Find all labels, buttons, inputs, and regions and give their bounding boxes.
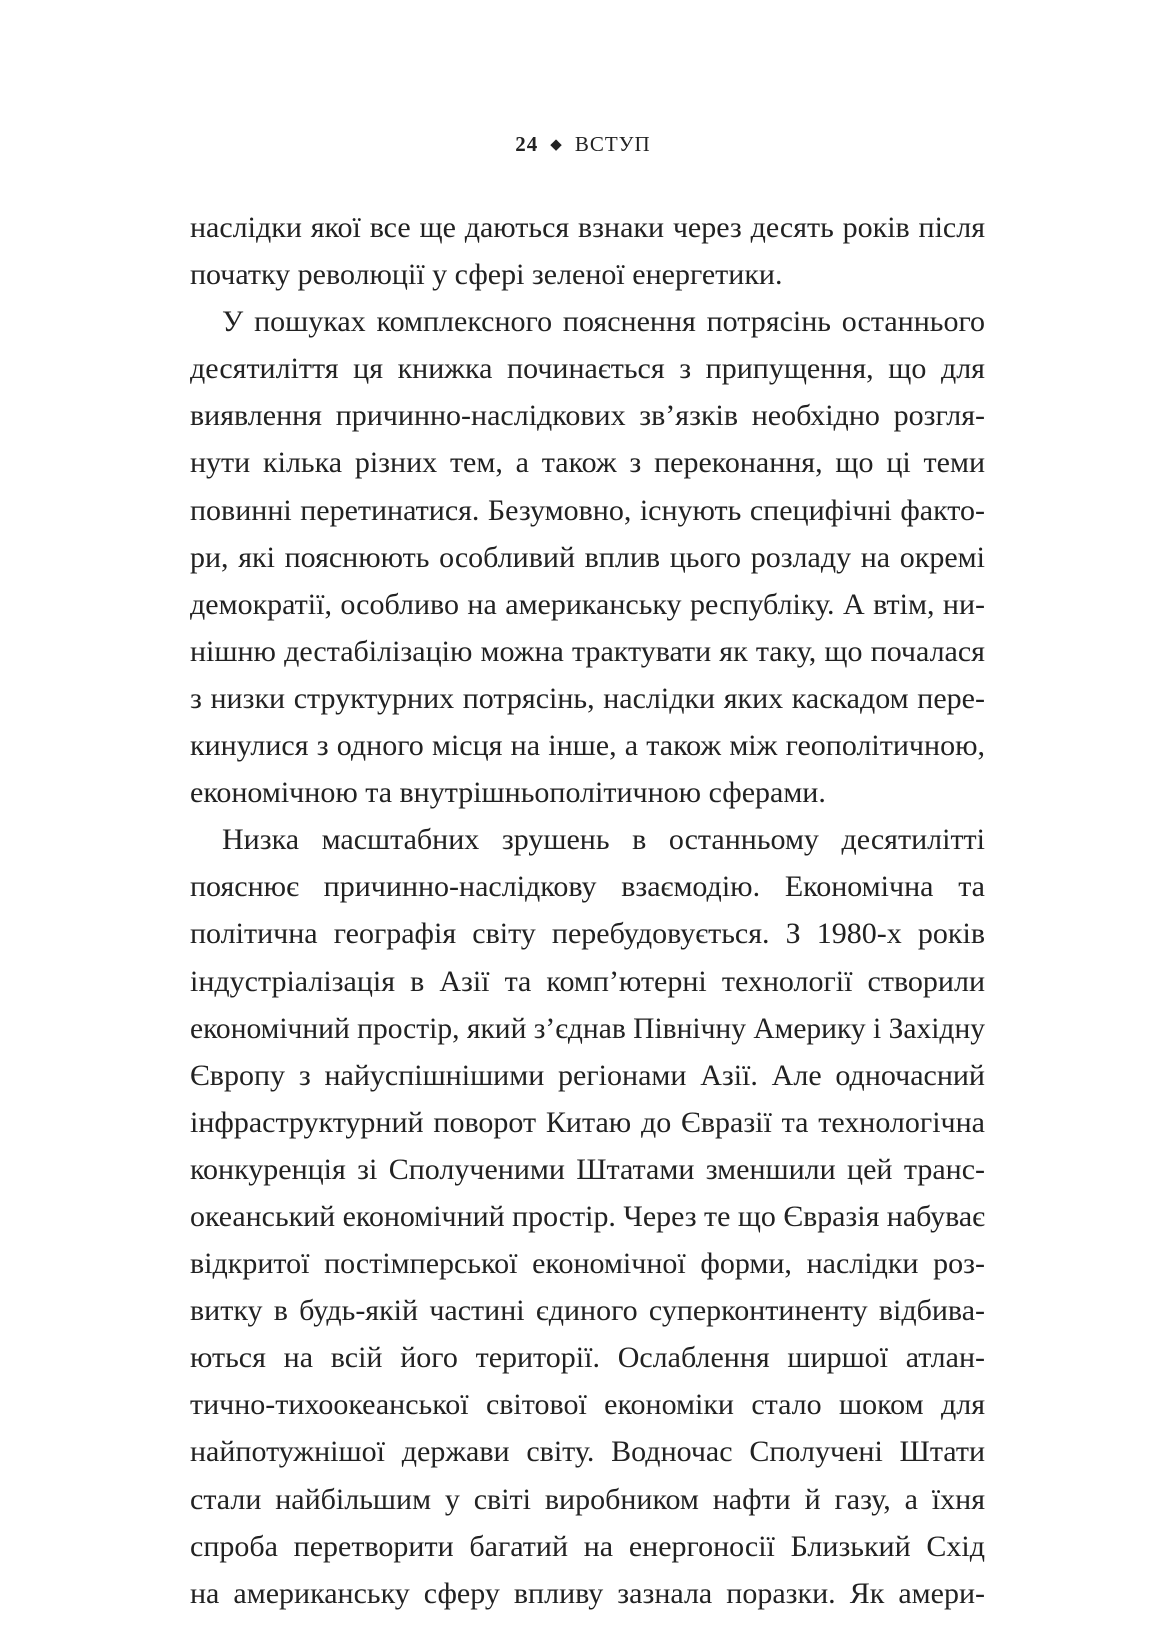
text-line bbox=[190, 1005, 985, 1052]
text-line bbox=[190, 439, 985, 486]
text-line-content: найпотужнішої держави світу. Водночас Сполучені Штати bbox=[190, 1435, 985, 1469]
text-line bbox=[190, 392, 985, 439]
text-line bbox=[190, 251, 985, 298]
text-line bbox=[190, 345, 985, 392]
text-line bbox=[190, 910, 985, 957]
text-line-content: виявлення причинно-наслідкових зв’язків необхідно розгля- bbox=[190, 399, 985, 433]
text-line-content: У пошуках комплексного пояснення потрясінь останнього bbox=[222, 305, 985, 339]
text-line-content: демократії, особливо на американську республіку. А втім, ни- bbox=[190, 587, 985, 621]
text-line-content: індустріалізація в Азії та комп’ютерні технології створили bbox=[190, 964, 985, 998]
text-line-content: наслідки якої все ще даються взнаки через десять років після bbox=[190, 211, 985, 244]
text-line-content: конкуренція зі Сполученими Штатами зменшили цей транс- bbox=[190, 1152, 985, 1186]
text-line bbox=[190, 487, 985, 534]
text-line bbox=[190, 1476, 985, 1523]
text-line-content: відкритої постімперської економічної форми, наслідки роз- bbox=[190, 1247, 985, 1281]
text-line-content: повинні перетинатися. Безумовно, існують специфічні факто- bbox=[190, 493, 985, 527]
text-line bbox=[190, 958, 985, 1005]
text-line-content: пояснює причинно-наслідкову взаємодію. Економічна та bbox=[190, 870, 985, 904]
text-line bbox=[190, 816, 985, 863]
text-line bbox=[190, 1099, 985, 1146]
text-line-content: економічний простір, який з’єднав Північну Америку і Західну bbox=[190, 1011, 985, 1045]
text-line-content: інфраструктурний поворот Китаю до Євразії та технологічна bbox=[190, 1105, 985, 1139]
diamond-separator-icon: ◆ bbox=[550, 137, 563, 153]
text-line-content: спроба перетворити багатий на енергоносії Близький Схід bbox=[190, 1529, 985, 1563]
text-line-content: економічною та внутрішньополітичною сферами. bbox=[190, 776, 826, 810]
text-line bbox=[190, 1052, 985, 1099]
text-line-content: нути кілька різних тем, а також з переконання, що ці теми bbox=[190, 446, 985, 480]
text-line-content: Європу з найуспішнішими регіонами Азії. Але одночасний bbox=[190, 1058, 985, 1092]
text-line-content: витку в будь-якій частині єдиного суперконтиненту відбива- bbox=[190, 1294, 985, 1328]
text-line-content: з низки структурних потрясінь, наслідки яких каскадом пере- bbox=[190, 681, 985, 715]
text-line-content: Низка масштабних зрушень в останньому десятилітті bbox=[222, 823, 985, 857]
text-line-content: десятиліття ця книжка починається з припущення, що для bbox=[190, 352, 985, 386]
text-line bbox=[190, 581, 985, 628]
body-text bbox=[190, 204, 985, 1617]
section-title: ВСТУП bbox=[574, 132, 651, 156]
text-line-content: ри, які пояснюють особливий вплив цього розладу на окремі bbox=[190, 540, 985, 574]
running-header bbox=[0, 132, 1166, 157]
text-line-content: кинулися з одного місця на інше, а також між геополітичною, bbox=[190, 729, 985, 763]
text-line bbox=[190, 1287, 985, 1334]
text-line bbox=[190, 1523, 985, 1570]
text-line bbox=[190, 675, 985, 722]
text-line bbox=[190, 534, 985, 581]
text-line bbox=[190, 722, 985, 769]
text-line bbox=[190, 1240, 985, 1287]
text-line-content: початку революції у сфері зеленої енергетики. bbox=[190, 258, 783, 292]
text-line bbox=[190, 1570, 985, 1617]
text-line bbox=[190, 1428, 985, 1475]
text-line bbox=[190, 769, 985, 816]
page-number: 24 bbox=[515, 132, 539, 156]
text-line bbox=[190, 1381, 985, 1428]
text-line-content: на американську сферу впливу зазнала поразки. Як амери- bbox=[190, 1576, 985, 1610]
text-line bbox=[190, 298, 985, 345]
text-line bbox=[190, 628, 985, 675]
text-line-content: нішню дестабілізацію можна трактувати як таку, що почалася bbox=[190, 634, 985, 668]
text-line bbox=[190, 1334, 985, 1381]
text-line-content: тично-тихоокеанської світової економіки стало шоком для bbox=[190, 1388, 985, 1422]
text-line bbox=[190, 1193, 985, 1240]
text-line-content: океанський економічний простір. Через те що Євразія набуває bbox=[190, 1199, 985, 1233]
text-line-content: політична географія світу перебудовується. З 1980-х років bbox=[190, 917, 985, 951]
text-line bbox=[190, 863, 985, 910]
text-line-content: ються на всій його території. Ослаблення ширшої атлан- bbox=[190, 1341, 985, 1375]
text-line bbox=[190, 1146, 985, 1193]
text-line-content: стали найбільшим у світі виробником нафти й газу, а їхня bbox=[190, 1482, 985, 1516]
text-line bbox=[190, 204, 985, 251]
